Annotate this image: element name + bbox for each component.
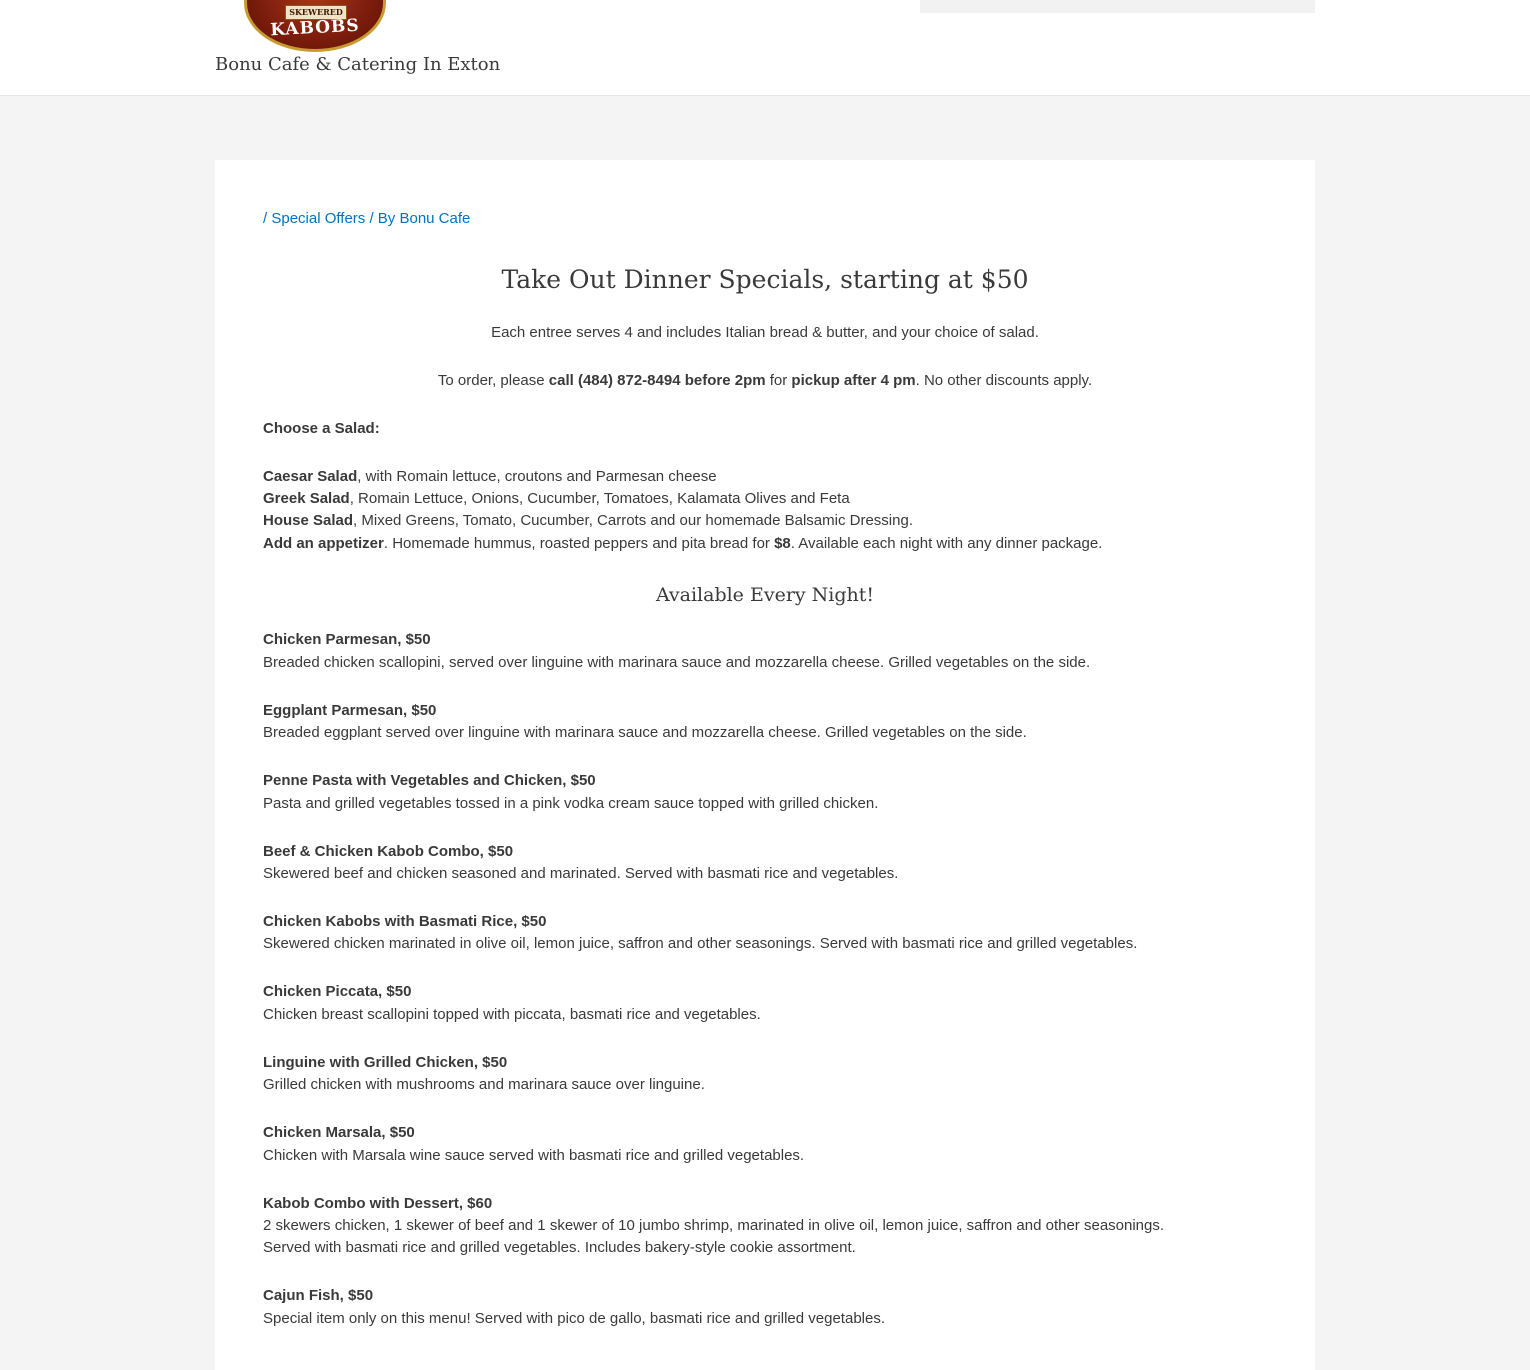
site-header — [0, 0, 1530, 96]
salad-name: Greek Salad — [263, 490, 350, 507]
salad-heading — [263, 418, 380, 441]
entree-name — [263, 770, 596, 793]
salad-name: Caesar Salad — [263, 468, 358, 485]
section-heading: Available Every Night! — [655, 584, 875, 606]
salad-item — [263, 466, 717, 489]
salad-item — [263, 488, 850, 511]
entree-desc: Skewered beef and chicken seasoned and marinated. Served with basmati rice and vegetables. — [263, 865, 899, 882]
salad-heading-text: Choose a Salad: — [263, 420, 380, 437]
entree-title: Linguine with Grilled Chicken, $50 — [263, 1054, 508, 1071]
entree-name — [263, 981, 411, 1004]
order-mid: for — [765, 372, 792, 389]
intro-text: Each entree serves 4 and includes Italian bread & butter, and your choice of salad. — [491, 324, 1039, 341]
entree-title: Kabob Combo with Dessert, $60 — [263, 1195, 493, 1212]
nav-area — [920, 0, 1315, 13]
entree-title: Chicken Piccata, $50 — [263, 983, 412, 1000]
site-tagline: Bonu Cafe & Catering In Exton — [215, 54, 501, 75]
salad-desc: , Mixed Greens, Tomato, Cucumber, Carrots and our homemade Balsamic Dressing. — [353, 512, 913, 529]
entree-desc: Special item only on this menu! Served with pico de gallo, basmati rice and grilled vegetables. — [263, 1310, 886, 1327]
salad-desc: , with Romain lettuce, croutons and Parmesan cheese — [357, 468, 717, 485]
entree-title: Chicken Marsala, $50 — [263, 1124, 415, 1141]
meta-by: / By — [365, 210, 400, 227]
salad-name: House Salad — [263, 512, 354, 529]
entree-name — [263, 1193, 492, 1216]
site-logo[interactable] — [244, 0, 386, 52]
entree-title: Eggplant Parmesan, $50 — [263, 702, 437, 719]
logo-text: KABOBS — [269, 15, 361, 41]
post-title: Take Out Dinner Specials, starting at $50 — [501, 265, 1029, 294]
entree-desc: Chicken breast scallopini topped with piccata, basmati rice and vegetables. — [263, 1006, 761, 1023]
entree-desc: Chicken with Marsala wine sauce served with basmati rice and grilled vegetables. — [263, 1147, 805, 1164]
entree-desc: Grilled chicken with mushrooms and marinara sauce over linguine. — [263, 1076, 705, 1093]
salad-item — [263, 510, 913, 533]
order-pickup: pickup after 4 pm — [791, 372, 916, 389]
entree-name — [263, 629, 431, 652]
post-meta — [263, 208, 470, 231]
order-info — [263, 370, 1267, 393]
appetizer-price: $8 — [774, 535, 791, 552]
author-link[interactable]: Bonu Cafe — [399, 210, 471, 227]
entree-title: Chicken Kabobs with Basmati Rice, $50 — [263, 913, 547, 930]
entree-desc: Breaded eggplant served over linguine with marinara sauce and mozzarella cheese. Grilled vegetables on the side. — [263, 724, 1027, 741]
category-link[interactable]: Special Offers — [271, 210, 366, 227]
salad-desc: , Romain Lettuce, Onions, Cucumber, Tomatoes, Kalamata Olives and Feta — [349, 490, 850, 507]
entree-desc: Breaded chicken scallopini, served over linguine with marinara sauce and mozzarella cheese. Grilled vegetables on the side. — [263, 654, 1091, 671]
entree-title: Chicken Parmesan, $50 — [263, 631, 431, 648]
entree-desc: Pasta and grilled vegetables tossed in a pink vodka cream sauce topped with grilled chicken. — [263, 795, 879, 812]
entree-desc: 2 skewers chicken, 1 skewer of beef and 1 skewer of 10 jumbo shrimp, marinated in olive oil, lemon juice, saffron and other seasonings. — [263, 1217, 1165, 1234]
appetizer-desc: . Homemade hummus, roasted peppers and pita bread for — [383, 535, 775, 552]
entree-name — [263, 911, 546, 934]
entree-desc: Served with basmati rice and grilled vegetables. Includes bakery-style cookie assortment. — [263, 1239, 856, 1256]
order-pre: To order, please — [437, 372, 549, 389]
entree-name — [263, 1052, 507, 1075]
post-card — [215, 160, 1315, 1370]
entree-name — [263, 1285, 373, 1308]
order-post: . No other discounts apply. — [915, 372, 1093, 389]
order-call: call (484) 872-8494 before 2pm — [548, 372, 766, 389]
entree-title: Penne Pasta with Vegetables and Chicken, $50 — [263, 772, 596, 789]
meta-prefix: / — [263, 210, 272, 227]
entree-name — [263, 1122, 415, 1145]
entree-name — [263, 841, 513, 864]
logo-ribbon: SKEWERED — [285, 5, 347, 20]
appetizer-line — [263, 533, 1102, 556]
entree-desc: Skewered chicken marinated in olive oil, lemon juice, saffron and other seasonings. Served with basmati rice and grilled vegetables. — [263, 935, 1138, 952]
entree-name — [263, 700, 436, 723]
appetizer-post: . Available each night with any dinner package. — [790, 535, 1103, 552]
entree-title: Beef & Chicken Kabob Combo, $50 — [263, 843, 514, 860]
appetizer-name: Add an appetizer — [263, 535, 384, 552]
entree-title: Cajun Fish, $50 — [263, 1287, 374, 1304]
